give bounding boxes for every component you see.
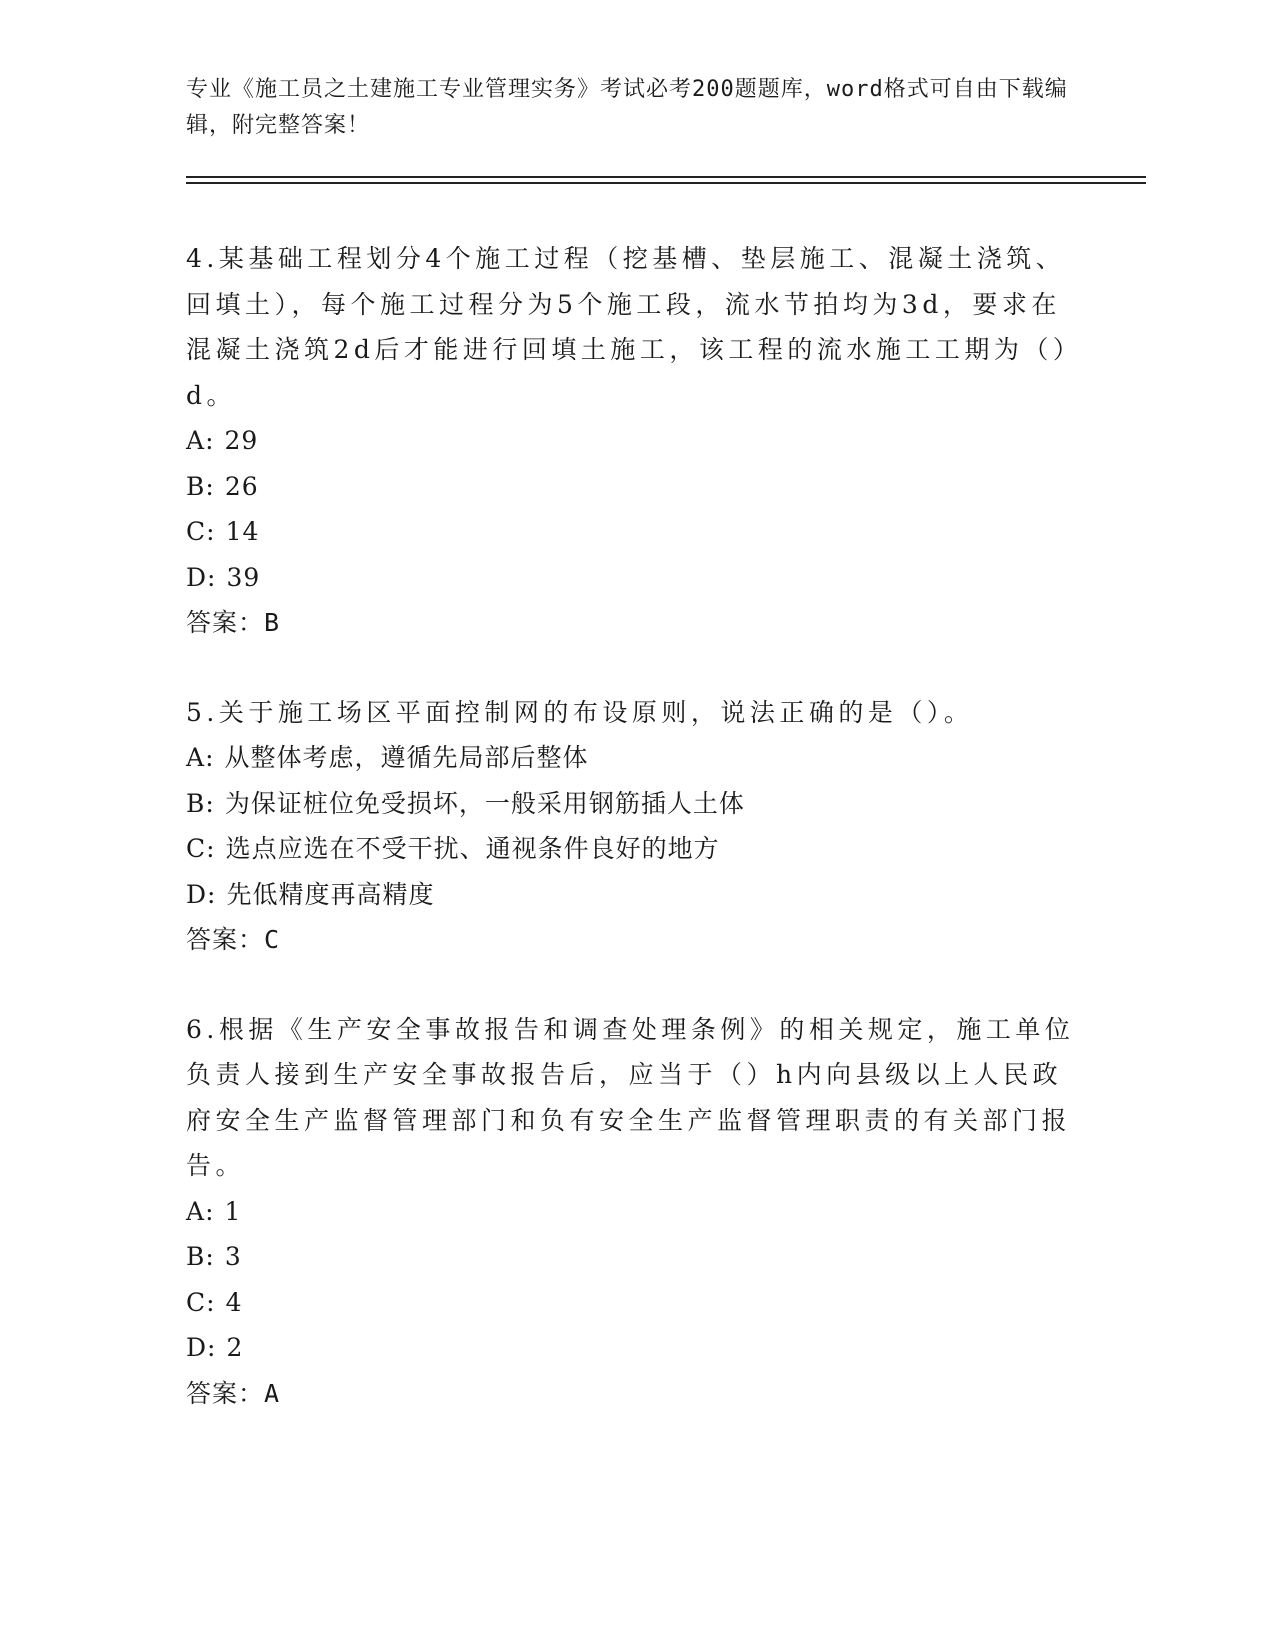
option-text: 4 [225,1287,243,1317]
option-text: 1 [224,1196,242,1226]
answer-value: A [264,1378,281,1408]
question-block [186,690,1086,963]
option-key: C [186,834,207,863]
option-text: 29 [224,426,259,455]
answer-line [186,1371,1086,1417]
answer-line [186,600,1086,646]
option-key: A [186,1196,206,1226]
option-text: 3 [224,1242,242,1271]
answer-value: B [264,608,281,637]
option-separator: : [207,1333,217,1362]
option-d [186,555,1086,601]
question-stem: 4.某基础工程划分4个施工过程（挖基槽、垫层施工、混凝土浇筑、回填土），每个施工过程分为5个施工段，流水节拍均为3d，要求在混凝土浇筑2d后才能进行回填土施工，该工程的流水施工工期为（）d。 [186,244,1083,410]
option-separator: : [207,562,217,592]
option-b [186,1234,1086,1280]
header-divider-bottom [186,182,1146,184]
answer-line [186,917,1086,963]
question-block [186,236,1086,646]
option-b [186,464,1086,510]
header-divider-top [186,176,1146,178]
question-block [186,1007,1086,1417]
option-separator: : [205,1242,215,1271]
answer-value: C [264,925,281,954]
option-separator: : [207,879,217,909]
option-text: 选点应选在不受干扰、通视条件良好的地方 [225,834,720,863]
option-separator: : [205,788,215,818]
option-key: B [186,788,206,818]
option-key: C [186,517,207,546]
option-separator: : [205,743,215,772]
answer-label: 答案： [186,925,265,954]
option-d [186,1325,1086,1371]
option-text: 2 [226,1333,244,1362]
question-stem: 6.根据《生产安全事故报告和调查处理条例》的相关规定，施工单位负责人接到生产安全事故报告后，应当于（）h内向县级以上人民政府安全生产监督管理部门和负有安全生产监督管理职责的有关部门报告。 [186,1014,1075,1180]
option-key: D [186,562,208,592]
option-text: 14 [225,517,260,546]
option-key: B [186,1242,206,1271]
option-text: 为保证桩位免受损坏，一般采用钢筋插人土体 [224,788,745,818]
option-text: 39 [226,562,261,592]
option-separator: : [205,426,215,455]
option-a [186,735,1086,781]
question-list [186,236,1086,1460]
document-header: 专业《施工员之土建施工专业管理实务》考试必考200题题库，word格式可自由下载编辑，附完整答案！ [186,77,1068,138]
option-separator: : [206,517,216,546]
option-key: B [186,471,206,501]
option-key: D [186,1333,208,1362]
option-separator: : [205,471,215,501]
option-d [186,872,1086,918]
option-a [186,418,1086,464]
option-c [186,826,1086,872]
option-key: D [186,879,208,909]
option-separator: : [206,834,216,863]
option-key: A [186,743,206,772]
option-separator: : [206,1287,216,1317]
answer-label: 答案： [186,608,265,637]
answer-label: 答案： [186,1378,265,1408]
option-c [186,509,1086,555]
question-stem: 5.关于施工场区平面控制网的布设原则，说法正确的是（）。 [186,697,974,727]
option-a [186,1189,1086,1235]
option-key: A [186,426,206,455]
option-c [186,1280,1086,1326]
option-text: 26 [224,471,259,501]
option-b [186,781,1086,827]
option-separator: : [205,1196,215,1226]
option-text: 从整体考虑，遵循先局部后整体 [224,743,589,772]
option-key: C [186,1287,207,1317]
option-text: 先低精度再高精度 [226,879,435,909]
